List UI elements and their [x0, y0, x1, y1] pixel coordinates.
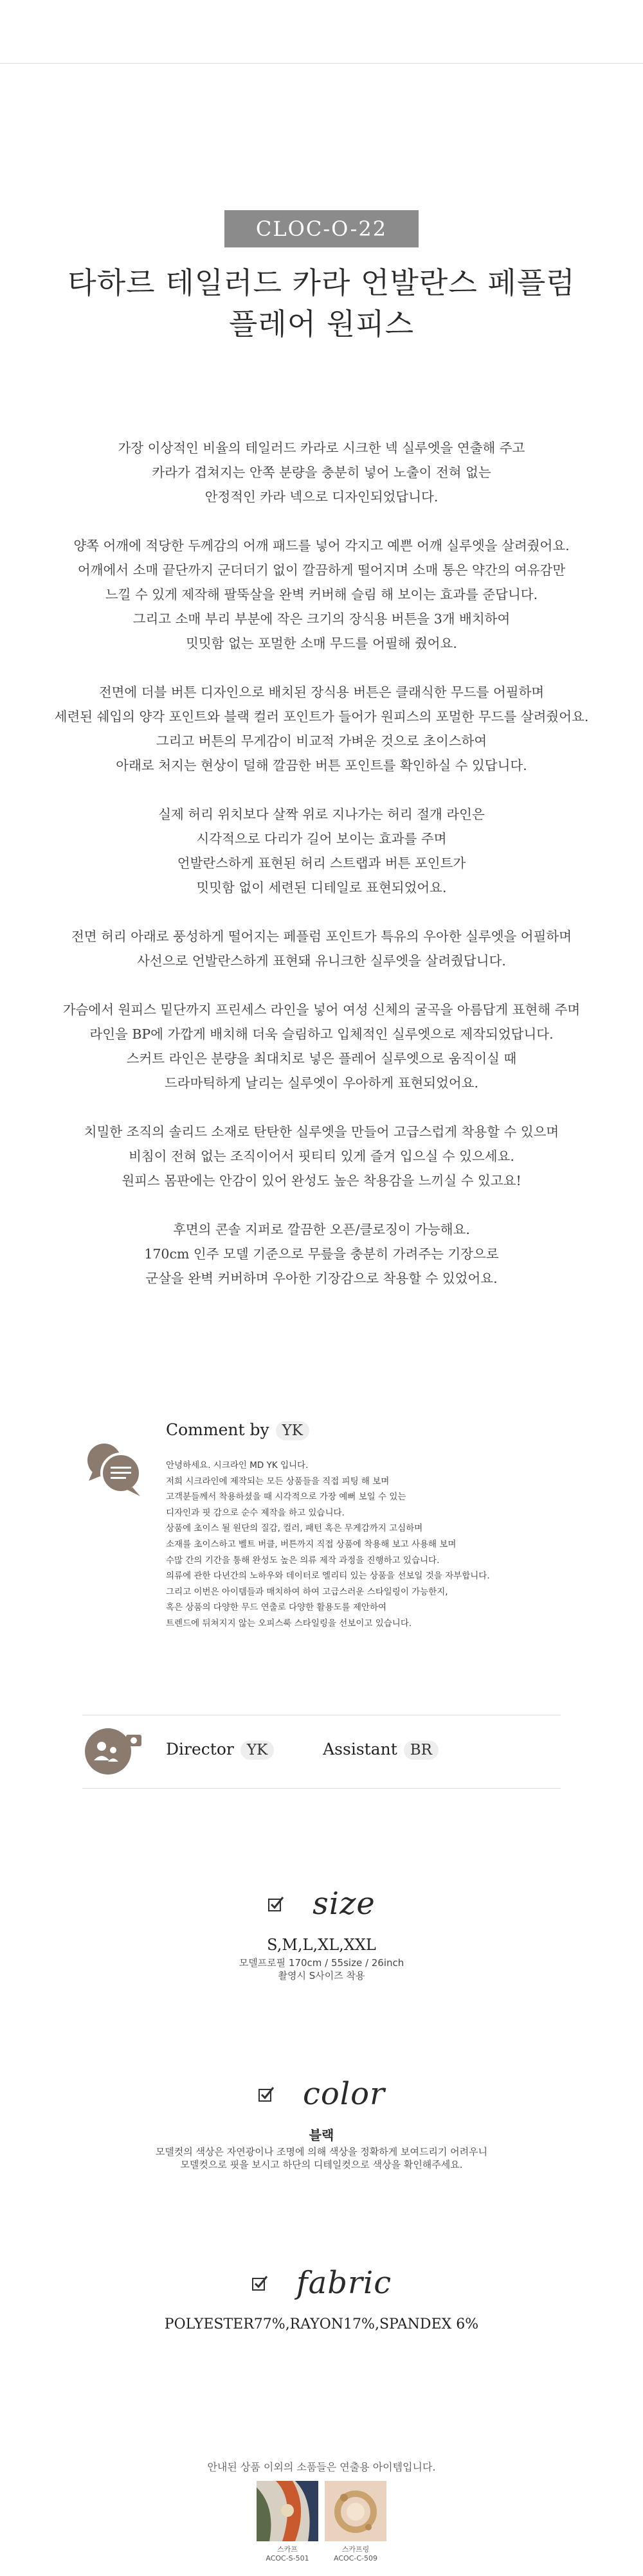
description-paragraph	[0, 1217, 643, 1291]
scarf-ring-thumbnail[interactable]	[325, 2481, 386, 2541]
description-line: 실제 허리 위치보다 살짝 위로 지나가는 허리 절개 라인은	[158, 807, 485, 822]
comment-line: 소재를 초이스하고 벨트 버클, 버튼까지 직접 상품에 착용해 보고 사용해 보며	[166, 1539, 457, 1550]
description-paragraph	[0, 924, 643, 973]
comment-line: 저희 시크라인에 제작되는 모든 상품들을 직접 피팅 해 보며	[166, 1476, 390, 1487]
top-divider	[0, 63, 643, 64]
comment-line: 고객분들께서 착용하셨을 때 시각적으로 가장 예뻐 보일 수 있는	[166, 1492, 406, 1503]
description-line: 170cm 인주 모델 기준으로 무릎을 충분히 가려주는 기장으로	[144, 1246, 499, 1262]
description-line: 사선으로 언발란스하게 표현돼 유니크한 실루엣을 살려줬답니다.	[137, 953, 506, 969]
checkbox-icon	[267, 1895, 284, 1912]
related-item-code: ACOC-S-501	[266, 2554, 309, 2563]
comment-line: 의류에 관한 다년간의 노하우와 데이터로 엘리티 있는 상품을 선보일 것을 자부합니다.	[166, 1571, 490, 1582]
color-note-line: 모델컷의 색상은 자연광이나 조명에 의해 색상을 정확하게 보여드리기 어려우니	[155, 2146, 488, 2158]
description-paragraph	[0, 436, 643, 509]
description-line: 언발란스하게 표현된 허리 스트랩과 버튼 포인트가	[177, 855, 466, 871]
size-note	[0, 1956, 643, 1982]
description-line: 그리고 버튼의 무게감이 비교적 가벼운 것으로 초이스하여	[156, 733, 487, 749]
size-label: size	[312, 1886, 376, 1922]
description-line: 비침이 전혀 없는 조직이어서 핏티티 있게 즐겨 입으실 수 있으세요.	[129, 1149, 514, 1164]
director-badge: YK	[240, 1740, 274, 1760]
section-divider	[82, 1788, 561, 1789]
comment-line: 혹은 상품의 다양한 무드 연출로 다양한 활용도를 제안하여	[166, 1602, 387, 1613]
description-line: 치밀한 조직의 솔리드 소재로 탄탄한 실루엣을 만들어 고급스럽게 착용할 수 있으며	[84, 1124, 559, 1140]
size-note-line: 모델프로필 170cm / 55size / 26inch	[239, 1957, 404, 1969]
related-item-name: 스카프	[277, 2545, 298, 2554]
size-value: S,M,L,XL,XXL	[267, 1936, 376, 1954]
comment-line: 수많 간의 기간을 통해 완성도 높은 의류 제작 과정을 진행하고 있습니다.	[166, 1555, 440, 1566]
description-line: 밋밋함 없이 세련된 디테일로 표현되었어요.	[196, 880, 447, 895]
comment-line: 디자인과 핏 감으로 순수 제작을 하고 있습니다.	[166, 1507, 345, 1518]
related-item-name: 스카프링	[341, 2545, 370, 2554]
product-title	[0, 262, 643, 344]
description-paragraph	[0, 533, 643, 656]
assistant-label: Assistant	[323, 1740, 397, 1758]
size-heading	[0, 1886, 643, 1922]
description-line: 아래로 처지는 현상이 덜해 깔끔한 버튼 포인트를 확인하실 수 있답니다.	[116, 758, 527, 773]
related-items-title: 안내된 상품 이외의 소품들은 연출용 아이템입니다.	[207, 2461, 436, 2473]
comment-label: Comment by	[166, 1420, 269, 1439]
description-line: 가슴에서 원피스 밑단까지 프린세스 라인을 넣어 여성 신체의 굴곡을 아름답게 표현해 주며	[62, 1002, 581, 1017]
related-item-code: ACOC-C-509	[334, 2554, 377, 2563]
description-line: 군살을 완벽 커버하며 우아한 기장감으로 착용할 수 있었어요.	[145, 1271, 498, 1286]
checkbox-icon	[251, 2275, 268, 2291]
fabric-heading	[0, 2265, 643, 2301]
product-code-badge: CLOC-O-22	[224, 210, 419, 247]
description-line: 라인을 BP에 가깝게 배치해 더욱 슬림하고 입체적인 실루엣으로 제작되었답니다.	[89, 1026, 554, 1042]
comment-line: 트렌드에 뒤쳐지지 않는 오피스룩 스타일링을 선보이고 있습니다.	[166, 1618, 412, 1629]
description-line: 전면에 더블 버튼 디자인으로 배치된 장식용 버튼은 클래식한 무드를 어필하며	[98, 684, 545, 700]
color-label: color	[303, 2076, 385, 2112]
team-icon	[82, 1726, 147, 1777]
description-line: 카라가 겹쳐지는 안쪽 분량을 충분히 넣어 노출이 전혀 없는	[152, 465, 491, 480]
title-line: 플레어 원피스	[228, 307, 415, 341]
comment-text	[166, 1458, 565, 1632]
assistant-badge: BR	[404, 1740, 439, 1760]
director-label: Director	[166, 1740, 234, 1758]
scarf-thumbnail[interactable]	[257, 2481, 318, 2541]
checkbox-icon	[258, 2086, 275, 2102]
fabric-label: fabric	[296, 2265, 392, 2301]
description-line: 후면의 콘솔 지퍼로 깔끔한 오픈/클로징이 가능해요.	[173, 1222, 470, 1237]
comment-author-badge: YK	[276, 1421, 309, 1440]
description-line: 어깨에서 소매 끝단까지 군더더기 없이 깔끔하게 떨어지며 소매 통은 약간의 여유감만	[77, 562, 566, 578]
comment-heading	[166, 1420, 309, 1440]
description-line: 시각적으로 다리가 길어 보이는 효과를 주며	[196, 831, 447, 846]
comment-line: 그리고 이번은 아이템들과 매치하여 하여 고급스러운 스타일링이 가능한지,	[166, 1586, 448, 1597]
description-paragraph	[0, 997, 643, 1095]
description-line: 전면 허리 아래로 풍성하게 떨어지는 페플럼 포인트가 특유의 우아한 실루엣을 어필하며	[71, 929, 572, 944]
description-line: 그리고 소매 부리 부분에 작은 크기의 장식용 버튼을 3개 배치하여	[132, 611, 511, 627]
color-value: 블랙	[309, 2127, 334, 2143]
description-line: 원피스 몸판에는 안감이 있어 완성도 높은 착용감을 느끼실 수 있고요!	[122, 1173, 521, 1188]
description-line: 스커트 라인은 분량을 최대치로 넣은 플레어 실루엣으로 움직이실 때	[126, 1051, 517, 1066]
color-note	[0, 2145, 643, 2171]
comment-line: 상품에 초이스 될 원단의 질감, 컬러, 패턴 혹은 무게감까지 고심하며	[166, 1523, 423, 1534]
description-line: 가장 이상적인 비율의 테일러드 카라로 시크한 넥 실루엣을 연출해 주고	[118, 440, 525, 456]
fabric-value: POLYESTER77%,RAYON17%,SPANDEX 6%	[164, 2316, 479, 2332]
comment-line: 안녕하세요. 시크라인 MD YK 입니다.	[166, 1460, 309, 1471]
description-line: 세련된 쉐입의 양각 포인트와 블랙 컬러 포인트가 들어가 원피스의 포멀한 무드를 살려줬어요.	[54, 709, 589, 724]
credits-text	[166, 1740, 439, 1760]
description-line: 양쪽 어깨에 적당한 두께감의 어깨 패드를 넣어 각지고 예쁜 어깨 실루엣을 살려줬어요.	[73, 538, 570, 553]
description-line: 밋밋함 없는 포멀한 소매 무드를 어필해 줬어요.	[186, 636, 457, 651]
color-heading	[0, 2076, 643, 2112]
description-line: 드라마틱하게 날리는 실루엣이 우아하게 표현되었어요.	[164, 1075, 479, 1091]
color-note-line: 모델컷으로 핏을 보시고 하단의 디테일컷으로 색상을 확인해주세요.	[180, 2159, 463, 2170]
size-note-line: 촬영시 S사이즈 착용	[278, 1970, 365, 1981]
title-line: 타하르 테일러드 카라 언발란스 페플럼	[68, 265, 575, 300]
related-item-caption	[249, 2545, 326, 2563]
product-description	[0, 436, 643, 1315]
description-line: 느낄 수 있게 제작해 팔뚝살을 완벽 커버해 슬림 해 보이는 효과를 준답니다.	[105, 587, 538, 602]
description-paragraph	[0, 680, 643, 778]
description-paragraph	[0, 1120, 643, 1193]
related-item-caption	[317, 2545, 394, 2563]
speech-bubble-icon	[82, 1436, 147, 1500]
description-line: 안정적인 카라 넥으로 디자인되었답니다.	[204, 489, 439, 505]
credits-row	[82, 1726, 561, 1777]
description-paragraph	[0, 802, 643, 900]
